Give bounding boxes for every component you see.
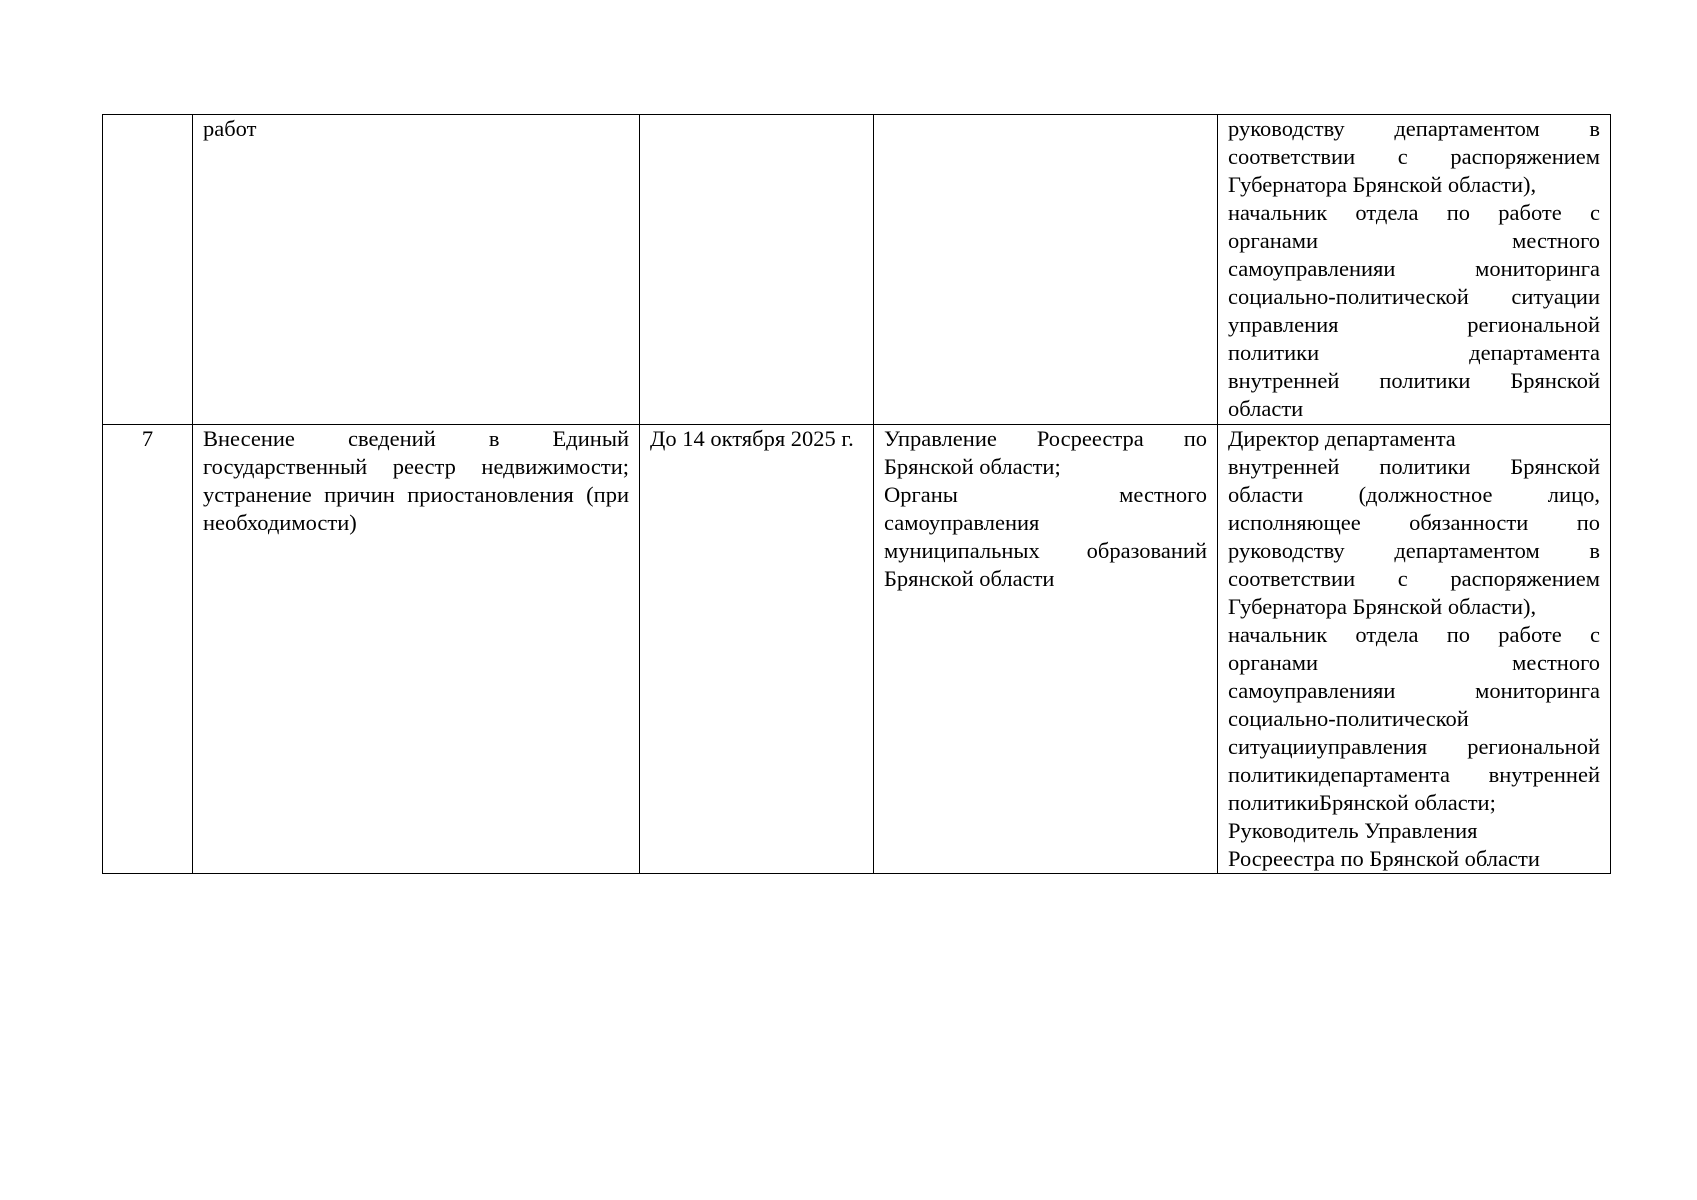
responsible-line: органами местного: [1228, 650, 1600, 675]
deadline-cell: До 14 октября 2025 г.: [640, 425, 874, 874]
responsible-line: Губернатора Брянской области),: [1228, 594, 1537, 619]
responsible-line: Директор департамента: [1228, 426, 1456, 451]
responsible-line: социально-политической ситуации: [1228, 284, 1600, 309]
responsible-line: Росреестра по Брянской области: [1228, 846, 1540, 871]
responsible-line: области (должностное лицо,: [1228, 482, 1600, 507]
responsible-cell: [1218, 115, 1611, 425]
action-cell: работ: [193, 115, 640, 425]
row-number-cell: 7: [103, 425, 193, 874]
responsible-line: внутренней политики Брянской: [1228, 454, 1600, 479]
executors-cell: [874, 115, 1218, 425]
deadline-cell: [640, 115, 874, 425]
responsible-line: самоуправленияи мониторинга: [1228, 256, 1600, 281]
responsible-line: исполняющее обязанности по: [1228, 510, 1600, 535]
table-row: [103, 115, 1611, 425]
responsible-line: области: [1228, 396, 1304, 421]
plan-table: [102, 114, 1611, 874]
executor-line: Органы местного: [884, 482, 1207, 507]
row-number-cell: [103, 115, 193, 425]
responsible-line: политикиБрянской области;: [1228, 790, 1496, 815]
executor-line: Брянской области: [884, 566, 1055, 591]
responsible-line: руководству департаментом в: [1228, 538, 1600, 563]
responsible-line: начальник отдела по работе с: [1228, 622, 1600, 647]
responsible-cell: [1218, 425, 1611, 874]
executors-cell: [874, 425, 1218, 874]
responsible-line: ситуацииуправления региональной: [1228, 734, 1600, 759]
table-row: [103, 425, 1611, 874]
responsible-line: Руководитель Управления: [1228, 818, 1478, 843]
responsible-line: органами местного: [1228, 228, 1600, 253]
responsible-line: управления региональной: [1228, 312, 1600, 337]
executor-line: самоуправления: [884, 510, 1040, 535]
responsible-line: внутренней политики Брянской: [1228, 368, 1600, 393]
responsible-line: социально-политической: [1228, 706, 1469, 731]
executor-line: муниципальных образований: [884, 538, 1207, 563]
executor-line: Брянской области;: [884, 454, 1061, 479]
responsible-line: соответствии с распоряжением: [1228, 566, 1600, 591]
responsible-line: руководству департаментом в: [1228, 116, 1600, 141]
responsible-line: начальник отдела по работе с: [1228, 200, 1600, 225]
executor-line: Управление Росреестра по: [884, 426, 1207, 451]
action-cell: Внесение сведений в Единый государственный реестр недвижимости; устранение причин приостановления (при необходимости): [193, 425, 640, 874]
responsible-line: политики департамента: [1228, 340, 1600, 365]
responsible-line: соответствии с распоряжением: [1228, 144, 1600, 169]
responsible-line: политикидепартамента внутренней: [1228, 762, 1600, 787]
responsible-line: самоуправленияи мониторинга: [1228, 678, 1600, 703]
responsible-line: Губернатора Брянской области),: [1228, 172, 1537, 197]
